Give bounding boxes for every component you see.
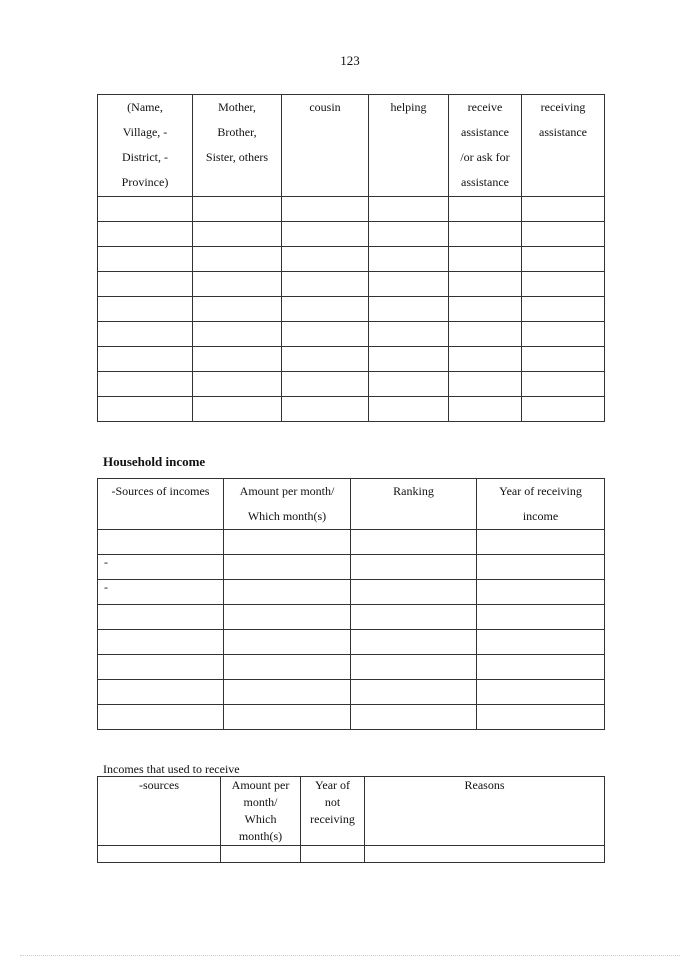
household-income-title: Household income [103, 454, 206, 469]
table-cell[interactable] [282, 247, 369, 272]
table-cell[interactable] [282, 397, 369, 422]
table-cell[interactable] [193, 222, 282, 247]
table-cell[interactable] [449, 272, 522, 297]
table-cell[interactable] [193, 247, 282, 272]
header-cell: helping [369, 95, 449, 197]
table-cell[interactable] [282, 372, 369, 397]
table-cell[interactable] [98, 347, 193, 372]
header-cell: Amount per month/ Which month(s) [224, 479, 351, 530]
header-cell: Amount per month/ Which month(s) [221, 777, 301, 846]
header-cell: Ranking [351, 479, 477, 530]
table-cell[interactable] [351, 680, 477, 705]
table-cell[interactable] [351, 630, 477, 655]
table-cell[interactable] [98, 680, 224, 705]
table-row [98, 222, 605, 247]
table-cell[interactable] [522, 222, 605, 247]
table-cell[interactable] [449, 222, 522, 247]
table-cell[interactable] [224, 630, 351, 655]
header-cell: cousin [282, 95, 369, 197]
table-cell[interactable] [522, 322, 605, 347]
table-cell[interactable] [449, 347, 522, 372]
table-cell[interactable] [282, 297, 369, 322]
table-cell[interactable] [98, 222, 193, 247]
past-incomes-table [97, 776, 605, 863]
table-cell[interactable] [282, 197, 369, 222]
table-row [98, 555, 605, 580]
table-cell[interactable] [369, 397, 449, 422]
table-cell[interactable] [449, 197, 522, 222]
page-number: 123 [340, 53, 360, 68]
table-cell[interactable] [224, 680, 351, 705]
table-row [98, 247, 605, 272]
table-row [98, 272, 605, 297]
table-row [98, 846, 605, 863]
table-cell[interactable] [351, 705, 477, 730]
table-cell[interactable] [98, 655, 224, 680]
table-cell[interactable] [477, 580, 605, 605]
table-cell[interactable] [449, 397, 522, 422]
table-cell[interactable] [98, 197, 193, 222]
header-cell: Reasons [365, 777, 605, 846]
header-cell: receive assistance /or ask for assistance [449, 95, 522, 197]
table-cell[interactable] [301, 846, 365, 863]
household-income-table [97, 478, 605, 730]
table-cell[interactable] [282, 222, 369, 247]
table-row [98, 347, 605, 372]
table-cell[interactable] [98, 247, 193, 272]
table-cell[interactable] [193, 322, 282, 347]
table-cell[interactable]: - [98, 555, 224, 580]
table-cell[interactable] [449, 297, 522, 322]
table-cell[interactable] [477, 655, 605, 680]
table-cell[interactable] [477, 555, 605, 580]
table-cell[interactable] [449, 372, 522, 397]
table-cell[interactable] [522, 347, 605, 372]
table-row [98, 655, 605, 680]
table-cell[interactable]: - [98, 580, 224, 605]
assistance-network-table [97, 94, 605, 422]
table-cell[interactable] [193, 297, 282, 322]
table-cell[interactable] [98, 705, 224, 730]
table-cell[interactable] [477, 705, 605, 730]
header-cell: Mother, Brother, Sister, others [193, 95, 282, 197]
table-cell[interactable] [224, 655, 351, 680]
table-cell[interactable] [522, 372, 605, 397]
header-cell: Year of not receiving [301, 777, 365, 846]
table-cell[interactable] [477, 630, 605, 655]
table-cell[interactable] [522, 197, 605, 222]
table-cell[interactable] [282, 322, 369, 347]
table-cell[interactable] [351, 605, 477, 630]
table-row [98, 197, 605, 222]
table-cell[interactable] [193, 197, 282, 222]
table-cell[interactable] [522, 247, 605, 272]
table-cell[interactable] [98, 530, 224, 555]
table-cell[interactable] [522, 297, 605, 322]
header-cell: Year of receiving income [477, 479, 605, 530]
table-cell[interactable] [224, 605, 351, 630]
table-cell[interactable] [369, 272, 449, 297]
table-cell[interactable] [98, 272, 193, 297]
table-cell[interactable] [477, 605, 605, 630]
table-cell[interactable] [282, 272, 369, 297]
table-cell[interactable] [98, 297, 193, 322]
table-header-row [98, 777, 605, 846]
table-header-row [98, 95, 605, 197]
table-cell[interactable] [98, 322, 193, 347]
table-cell[interactable] [449, 247, 522, 272]
table-cell[interactable] [193, 347, 282, 372]
table-cell[interactable] [98, 846, 221, 863]
table-cell[interactable] [522, 397, 605, 422]
table-cell[interactable] [449, 322, 522, 347]
table-row [98, 297, 605, 322]
table-cell[interactable] [351, 555, 477, 580]
table-cell[interactable] [98, 630, 224, 655]
table-cell[interactable] [224, 580, 351, 605]
table-cell[interactable] [365, 846, 605, 863]
table-cell[interactable] [351, 530, 477, 555]
table-row [98, 630, 605, 655]
table-row [98, 372, 605, 397]
table-cell[interactable] [98, 372, 193, 397]
table-cell[interactable] [369, 347, 449, 372]
table-cell[interactable] [522, 272, 605, 297]
table-cell[interactable] [98, 605, 224, 630]
table-row [98, 605, 605, 630]
table-cell[interactable] [193, 272, 282, 297]
table-row [98, 580, 605, 605]
table-cell[interactable] [369, 297, 449, 322]
table-row [98, 530, 605, 555]
table-cell[interactable] [369, 322, 449, 347]
table-cell[interactable] [98, 397, 193, 422]
table-cell[interactable] [224, 555, 351, 580]
table-row [98, 397, 605, 422]
table-cell[interactable] [477, 530, 605, 555]
table-cell[interactable] [224, 705, 351, 730]
page-bottom-rule [20, 955, 680, 956]
table-cell[interactable] [193, 372, 282, 397]
table-cell[interactable] [351, 580, 477, 605]
table-cell[interactable] [282, 347, 369, 372]
table-cell[interactable] [477, 680, 605, 705]
table-cell[interactable] [369, 372, 449, 397]
table-cell[interactable] [224, 530, 351, 555]
table-row [98, 322, 605, 347]
past-incomes-title: Incomes that used to receive [103, 762, 240, 776]
table-row [98, 680, 605, 705]
table-cell[interactable] [369, 197, 449, 222]
table-cell[interactable] [221, 846, 301, 863]
table-row [98, 705, 605, 730]
table-cell[interactable] [193, 397, 282, 422]
table-cell[interactable] [369, 247, 449, 272]
header-cell: receiving assistance [522, 95, 605, 197]
header-cell: (Name, Village, - District, - Province) [98, 95, 193, 197]
table-cell[interactable] [369, 222, 449, 247]
table-header-row [98, 479, 605, 530]
header-cell: -Sources of incomes [98, 479, 224, 530]
table-cell[interactable] [351, 655, 477, 680]
header-cell: -sources [98, 777, 221, 846]
